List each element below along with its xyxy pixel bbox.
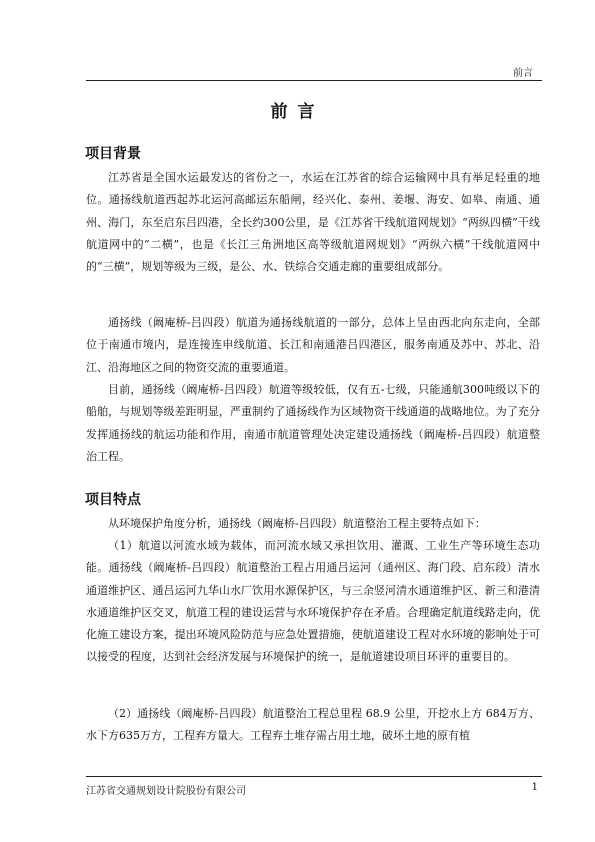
running-title: 前言 [513,68,533,79]
paragraph: （2）通扬线（阚庵桥-吕四段）航道整治工程总里程 68.9 公里，开挖水上方 684万方、水下方635万方，工程弃方量大。工程弃土堆存需占用土地，破坏土地的原有植 [86,707,540,743]
paragraph: 通扬线（阚庵桥-吕四段）航道为通扬线航道的一部分，总体上呈由西北向东走向，全部位于南通市境内，是连接连申线航道、长江和南通港吕四港区，服务南通及苏中、苏北、沿江、沿海地区之间的物资交流的重要通道。 [86,316,540,374]
section-heading: 项目背景 [85,146,141,162]
page-title: 前言 [270,102,325,122]
page-number: 1 [531,782,538,793]
paragraph: 目前，通扬线（阚庵桥-吕四段）航道等级较低，仅有五-七级，只能通航300吨级以下的船舶，与规划等级差距明显，严重制约了通扬线作为区域物资干线通道的战略地位。为了充分发挥通扬线的航运功能和作用，南通市航道管理处决定建设通扬线（阚庵桥-吕四段）航道整治工程。 [86,383,540,463]
footer-company-name: 江苏省交通规划设计院股份有限公司 [86,786,246,797]
paragraph: 江苏省是全国水运最发达的省份之一，水运在江苏省的综合运输网中具有举足轻重的地位。通扬线航道西起苏北运河高邮运东船闸，经兴化、泰州、姜堰、海安、如皋、南通、通州、海门，东至启东吕四港，全长约300公里，是《江苏省干线航道网规划》“两纵四横”干线航道网中的“二横”，也是《长江三角洲地区高等级航道网规划》“两纵六横”干线航道网中的“三横”，规划等级为三级，是公、水、铁综合交通走廊的重要组成部分。 [86,171,540,274]
section-heading: 项目特点 [85,492,141,508]
footer-divider [86,776,542,777]
paragraph: （1）航道以河流水域为载体，而河流水域又承担饮用、灌溉、工业生产等环境生态功能。通扬线（阚庵桥-吕四段）航道整治工程占用通吕运河（通州区、海门段、启东段）清水通道维护区、通吕运河九华山水厂饮用水源保护区，与三余竖河清水通道维护区、新三和港清水通道维护区交叉，航道工程的建设运营与水环境保护存在矛盾。合理确定航道线路走向，优化施工建设方案，提出环境风险防范与应急处置措施，使航道建设工程对水环境的影响处于可以接受的程度，达到社会经济发展与环境保护的统一，是航道建设项目环评的重要目的。 [86,539,540,664]
header-divider [86,80,542,81]
paragraph: 从环境保护角度分析，通扬线（阚庵桥-吕四段）航道整治工程主要特点如下： [108,517,486,530]
